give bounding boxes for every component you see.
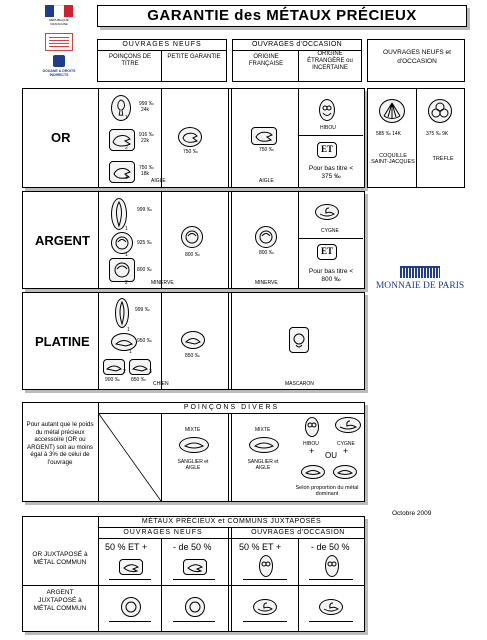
or-used-aigle-label: AIGLE [259,178,274,184]
divers-title: POINÇONS DIVERS [183,404,280,411]
ministry-label: RÉPUBLIQUE FRANÇAISE [49,18,69,26]
or-24k-label: 24k [141,107,150,113]
boar-mark-3 [301,465,325,479]
boar-mark-4 [333,465,357,479]
or-750-label: 750 ‰ [139,165,154,171]
et-mark-or-label: ET [320,144,333,154]
divers-hibou-label: HIBOU [303,441,319,447]
platine-mark-number-1: 1 [127,327,130,333]
argent-used-minerve-label: MINERVE [255,280,278,286]
eagle-small-mark [178,127,202,147]
platine-mark-number-3: 2 [123,369,126,375]
divers-plus-2: + [343,446,349,456]
or-916-label: 916 ‰ [139,132,154,138]
juxta-argent-row-label: ARGENT JUXTAPOSÉ à MÉTAL COMMUN [33,589,87,612]
divers-ou-label: OU [325,451,337,460]
or-small-750-label: 750 ‰ [183,149,198,155]
argent-999-label: 999 ‰ [137,207,152,213]
owl-mark-divers [305,417,319,437]
juxta-owl-mark-1 [259,555,273,577]
dog-mark-1 [115,298,129,328]
swan-mark-divers [335,417,361,433]
or-aigle-label: AIGLE [151,178,166,184]
eagle-head-mark-1 [111,95,131,121]
platine-label: PLATINE [35,334,90,349]
platine-850-label: 850 ‰ [131,377,146,383]
divers-description: Pour autant que le poids du métal précieux accessoire (OR ou ARGENT) soit au moins égal à 3% de celui de l'ouvrage [26,421,94,466]
minerva-mark-2 [111,232,133,254]
page-title: GARANTIE des MÉTAUX PRÉCIEUX [147,7,417,24]
header-french-origin: ORIGINE FRANÇAISE [248,54,284,67]
juxta-less-50-new: - de 50 % [173,542,212,552]
eagle-head-mark-2 [109,129,135,151]
shell-name-label: COQUILLE SAINT-JACQUES [371,153,415,165]
juxta-minerva-mark-2 [185,597,205,617]
juxta-new-label: OUVRAGES NEUFS [123,529,203,536]
title-box [97,5,467,27]
juxta-title: MÉTAUX PRÉCIEUX et COMMUNS JUXTAPOSÉS [141,518,322,525]
platine-row [22,292,365,390]
juxta-50-plus-new: 50 % ET + [105,542,148,552]
juxta-eagle-mark-1 [119,559,143,575]
or-label: OR [51,130,71,145]
clover-mark [428,99,452,123]
ministry-logo [45,5,73,27]
dog-mark-2 [111,333,137,351]
document-date: Octobre 2009 [392,510,432,517]
or-hibou-label: HIBOU [320,125,336,131]
platine-950-label: 950 ‰ [137,338,152,344]
platine-mascaron-label: MASCARON [285,381,314,387]
argent-label: ARGENT [35,233,90,248]
et-mark-or [317,142,337,158]
et-mark-argent-label: ET [320,246,333,256]
argent-used-800-label: 800 ‰ [259,250,274,256]
header-new-works-label: OUVRAGES NEUFS [122,41,202,48]
header-small-guarantee: PETITE GARANTIE [167,54,221,60]
clover-name-label: TRÈFLE [432,156,454,162]
boar-mark-2 [249,437,279,453]
juxta-eagle-mark-2 [183,559,207,575]
divers-mixte-label: MIXTE [185,427,201,433]
header-used-works-label: OUVRAGES d'OCCASION [252,41,342,48]
juxta-owl-mark-2 [325,555,339,577]
juxta-box [22,516,365,632]
or-mark-number-2: 2 [125,145,128,151]
monnaie-de-paris-label: MONNAIE DE PARIS [375,281,465,291]
or-row [22,88,365,188]
shell-585-label: 585 ‰ 14K [376,131,402,137]
minerva-small-mark [181,226,203,248]
header-new-and-used-label: OUVRAGES NEUFS et d'OCCASION [383,49,451,65]
or-mark-number-1: 1 [125,115,128,121]
owl-mark [319,99,335,121]
eagle-used-mark [251,127,277,145]
juxta-used-label: OUVRAGES d'OCCASION [251,529,345,536]
argent-minerve-label: MINERVE [151,280,174,286]
juxta-swan-mark-1 [253,599,277,615]
argent-800-label: 800 ‰ [137,267,152,273]
divers-sanglier-label: SANGLIER et AIGLE [177,459,209,471]
header-used-works [232,39,362,82]
divers-cygne-label: CYGNE [337,441,355,447]
argent-cygne-label: CYGNE [321,228,339,234]
boar-mark-1 [179,437,209,453]
minerva-used-mark [255,226,277,248]
swan-mark [315,204,339,220]
platine-small-850-label: 850 ‰ [185,353,200,359]
dog-mark-4 [129,359,151,375]
clover-375-label: 375 ‰ 9K [426,131,449,137]
juxta-minerva-mark-1 [121,597,141,617]
platine-chien-label: CHIEN [153,381,169,387]
monnaie-de-paris-logo [372,266,468,296]
header-new-works [97,39,227,82]
eagle-head-mark-3 [109,161,135,183]
shell-mark [379,99,405,123]
diagonal-line [99,414,161,501]
argent-low-title-label: Pour bas titre < 800 ‰ [308,268,354,283]
mascaron-mark [289,327,309,353]
douane-logo [42,55,76,83]
douane-label: DOUANE & DROITS INDIRECTS [42,69,76,77]
divers-plus-1: + [309,446,315,456]
or-mark-number-3: 3 [125,175,128,181]
divers-proportion-label: Selon proportion du métal dominant [295,485,359,497]
header-new-and-used [367,39,465,82]
customs-logo [45,33,73,51]
or-18k-label: 18k [141,171,150,177]
header-foreign-origin: ORIGINE ÉTRANGÈRE ou INCERTAINE [307,51,353,71]
divers-box [22,402,365,502]
juxta-50-plus-used: 50 % ET + [239,542,282,552]
or-low-title-label: Pour bas titre < 375 ‰ [308,165,354,180]
juxta-or-row-label: OR JUXTAPOSÉ à MÉTAL COMMUN [32,551,88,566]
or-new-and-used-box [367,88,465,188]
argent-small-800-label: 800 ‰ [185,252,200,258]
argent-mark-number-2: 1 [125,252,128,258]
dog-small-mark [181,331,205,349]
divers-sanglier-label-2: SANGLIER et AIGLE [247,459,279,471]
et-mark-argent [317,244,337,260]
platine-mark-number-2: 1 [129,349,132,355]
argent-row [22,191,365,289]
header-title-marks: POINÇONS DE TITRE [108,54,151,67]
or-999-label: 999 ‰ [139,101,154,107]
argent-925-label: 925 ‰ [137,240,152,246]
platine-900-label: 900 ‰ [105,377,120,383]
or-used-750-label: 750 ‰ [259,147,274,153]
divers-mixte-label-2: MIXTE [255,427,271,433]
monnaie-building-icon [400,266,440,278]
platine-999-label: 999 ‰ [135,307,150,313]
juxta-less-50-used: - de 50 % [311,542,350,552]
platine-mark-number-4: 3 [149,369,152,375]
juxta-swan-mark-2 [319,599,343,615]
dog-mark-3 [103,359,125,375]
argent-mark-number-1: 1 [125,226,128,232]
argent-mark-number-3: 2 [125,280,128,286]
or-22k-label: 22k [141,138,150,144]
minerva-mark-3 [109,258,135,282]
